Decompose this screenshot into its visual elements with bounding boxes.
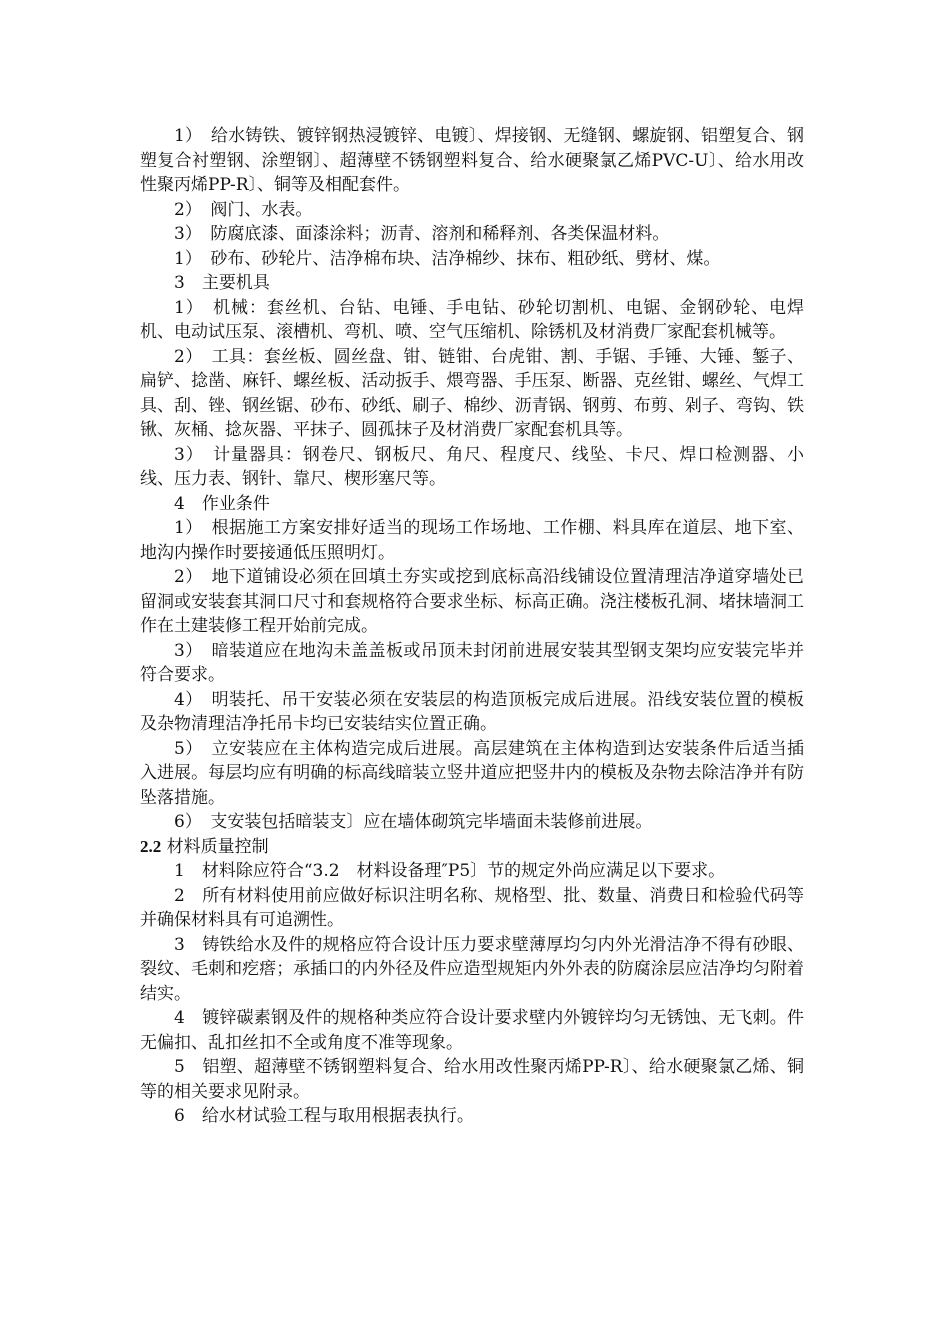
- paragraph-quality-3: 3 铸铁给水及件的规格应符合设计压力要求壁薄厚均匀内外光滑洁净不得有砂眼、裂纹、毛刺和疙瘩；承插口的内外径及件应造型规矩内外外表的防腐涂层应洁净均匀附着结实。: [140, 934, 804, 1004]
- paragraph-quality-5: 5 铝塑、超薄壁不锈钢塑料复合、给水用改性聚丙烯PP-R〕、给水硬聚氯乙烯、铜等的相关要求见附录。: [140, 1057, 804, 1102]
- paragraph-condition-3: 3） 暗装道应在地沟未盖盖板或吊顶未封闭前进展安装其型钢支架均应安装完毕并符合要求。: [140, 640, 804, 685]
- paragraph-condition-5: 5） 立安装应在主体构造完成后进展。高层建筑在主体构造到达安装条件后适当插入进展。每层均应有明确的标高线暗装立竖井道应把竖井内的模板及杂物去除洁净并有防坠落措施。: [140, 738, 804, 808]
- paragraph-quality-6: 6 给水材试验工程与取用根据表执行。: [174, 1106, 474, 1126]
- paragraph-measuring-instruments: 3） 计量器具：钢卷尺、钢板尺、角尺、程度尺、线坠、卡尺、焊口检测器、小线、压力表、钢针、靠尺、楔形塞尺等。: [140, 444, 804, 489]
- paragraph-quality-4: 4 镀锌碳素钢及件的规格种类应符合设计要求壁内外镀锌均匀无锈蚀、无飞刺。件无偏扣、乱扣丝扣不全或角度不准等现象。: [140, 1008, 804, 1053]
- subheading-work-conditions: 4 作业条件: [174, 493, 270, 514]
- paragraph-pipe-materials: 1） 给水铸铁、镀锌钢热浸镀锌、电镀〕、焊接钢、无缝钢、螺旋钢、铝塑复合、钢塑复合衬塑钢、涂塑钢〕、超薄壁不锈钢塑料复合、给水硬聚氯乙烯PVC-U〕、给水用改性聚丙烯PP-R〕、铜等及相配套件。: [140, 126, 804, 195]
- paragraph-condition-2: 2） 地下道铺设必须在回填土夯实或挖到底标高沿线铺设位置清理洁净道穿墙处已留洞或安装套其洞口尺寸和套规格符合要求坐标、标高正确。浇注楼板孔洞、堵抹墙洞工作在土建装修工程开始前完成。: [140, 567, 804, 636]
- subheading-main-equipment: 3 主要机具: [174, 273, 270, 293]
- paragraph-condition-1: 1） 根据施工方案安排好适当的现场工作场地、工作棚、料具库在道层、地下室、地沟内操作时要接通低压照明灯。: [140, 518, 804, 563]
- paragraph-quality-1: 1 材料除应符合“3.2 材料设备理″P5〕节的规定外尚应满足以下要求。: [174, 861, 726, 881]
- section-title: 材料质量控制: [166, 836, 269, 857]
- paragraph-quality-2: 2 所有材料使用前应做好标识注明名称、规格型、批、数量、消费日和检验代码等并确保材料具有可追溯性。: [140, 885, 804, 930]
- section-number: 2.2: [140, 836, 162, 856]
- paragraph-condition-6: 6） 支安装包括暗装支〕应在墙体砌筑完毕墙面未装修前进展。: [174, 812, 653, 832]
- document-body: [140, 124, 804, 1129]
- paragraph-tools: 2） 工具：套丝板、圆丝盘、钳、链钳、台虎钳、割、手锯、手锤、大锤、錾子、扁铲、捻凿、麻钎、螺丝板、活动扳手、煨弯器、手压泵、断器、克丝钳、螺丝、气焊工具、刮、锉、钢丝锯、砂布、砂纸、刷子、棉纱、沥青锅、钢剪、布剪、剁子、弯钩、铁锹、灰桶、捻灰器、平抹子、圆孤抹子及材消费厂家配套机具等。: [140, 346, 804, 440]
- paragraph-machinery: 1） 机械：套丝机、台钻、电锤、手电钻、砂轮切割机、电锯、金钢砂轮、电焊机、电动试压泵、滚槽机、弯机、喷、空气压缩机、除锈机及材消费厂家配套机械等。: [140, 297, 804, 342]
- paragraph-consumables: 1） 砂布、砂轮片、洁净棉布块、洁净棉纱、抹布、粗砂纸、劈材、煤。: [174, 248, 721, 269]
- paragraph-valves-meters: 2） 阀门、水表。: [174, 199, 313, 220]
- paragraph-condition-4: 4） 明装托、吊干安装必须在安装层的构造顶板完成后进展。沿线安装位置的模板及杂物清理洁净托吊卡均已安装结实位置正确。: [140, 689, 804, 734]
- paragraph-anticorrosion: 3） 防腐底漆、面漆涂料；沥青、溶剂和稀释剂、各类保温材料。: [174, 224, 670, 244]
- section-heading: [140, 835, 804, 860]
